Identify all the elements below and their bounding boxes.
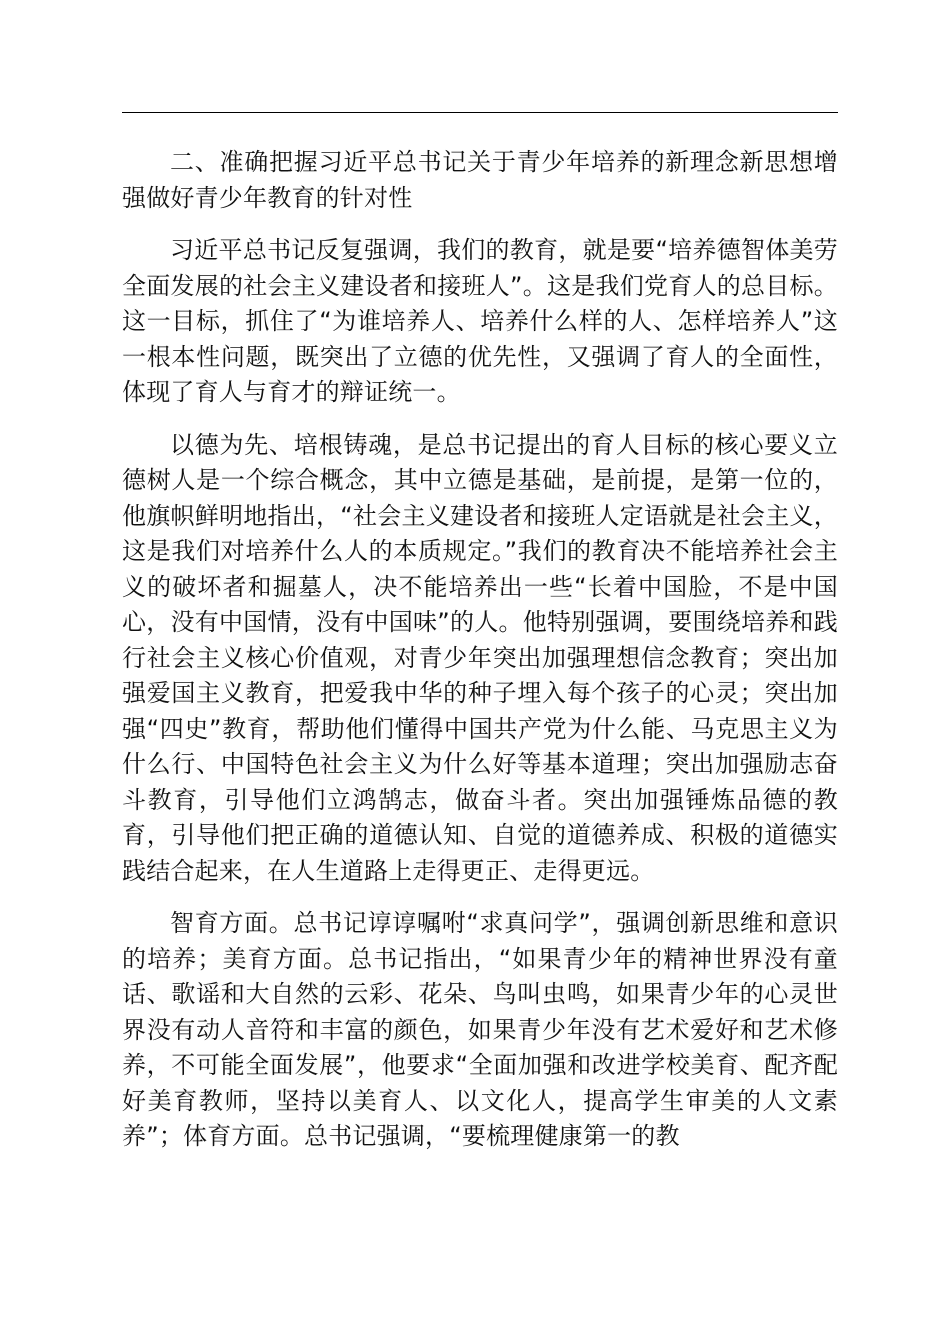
header-rule <box>122 112 838 113</box>
document-body <box>122 145 838 1172</box>
section-heading: 二、准确把握习近平总书记关于青少年培养的新理念新思想增强做好青少年教育的针对性 <box>122 148 838 212</box>
paragraph-3: 智育方面。总书记谆谆嘱咐“求真问学”，强调创新思维和意识的培养；美育方面。总书记指出，“如果青少年的精神世界没有童话、歌谣和大自然的云彩、花朵、鸟叫虫鸣，如果青少年的心灵世界没有动人音符和丰富的颜色，如果青少年没有艺术爱好和艺术修养，不可能全面发展”，他要求“全面加强和改进学校美育、配齐配好美育教师，坚持以美育人、以文化人，提高学生审美的人文素养”；体育方面。总书记强调，“要梳理健康第一的教 <box>122 909 838 1150</box>
paragraph-1: 习近平总书记反复强调，我们的教育，就是要“培养德智体美劳全面发展的社会主义建设者和接班人”。这是我们党育人的总目标。这一目标，抓住了“为谁培养人、培养什么样的人、怎样培养人”这一根本性问题，既突出了立德的优先性，又强调了育人的全面性，体现了育人与育才的辩证统一。 <box>122 236 838 406</box>
paragraph-2: 以德为先、培根铸魂，是总书记提出的育人目标的核心要义立德树人是一个综合概念，其中立德是基础，是前提，是第一位的，他旗帜鲜明地指出，“社会主义建设者和接班人定语就是社会主义，这是我们对培养什么人的本质规定。”我们的教育决不能培养社会主义的破坏者和掘墓人，决不能培养出一些“长着中国脸，不是中国心，没有中国情，没有中国味”的人。他特别强调，要围绕培养和践行社会主义核心价值观，对青少年突出加强理想信念教育；突出加强爱国主义教育，把爱我中华的种子埋入每个孩子的心灵；突出加强“四史”教育，帮助他们懂得中国共产党为什么能、马克思主义为什么行、中国特色社会主义为什么好等基本道理；突出加强励志奋斗教育，引导他们立鸿鹄志，做奋斗者。突出加强锤炼品德的教育，引导他们把正确的道德认知、自觉的道德养成、积极的道德实践结合起来，在人生道路上走得更正、走得更远。 <box>122 430 838 885</box>
